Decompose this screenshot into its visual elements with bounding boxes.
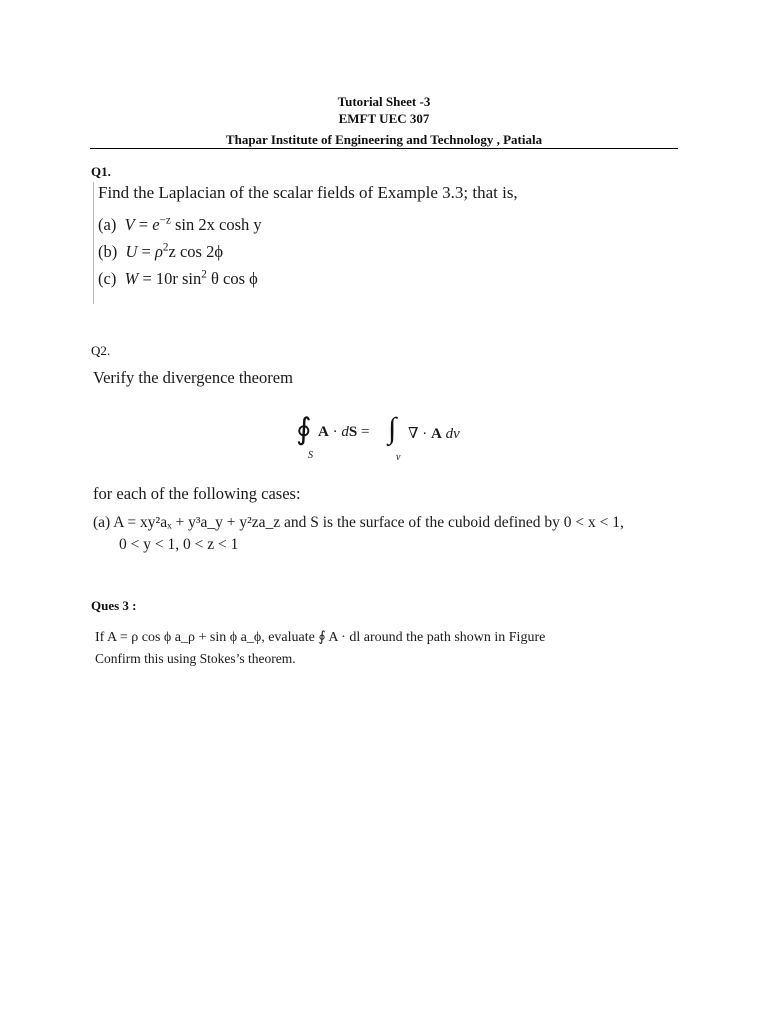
surface-subscript: S — [308, 450, 313, 461]
q3-line2: Confirm this using Stokes’s theorem. — [95, 651, 296, 666]
q1-item-c-sup: 2 — [201, 268, 207, 281]
q1-item-a-body-post: sin 2x cosh y — [170, 215, 262, 234]
closed-integral-symbol: ∮ — [296, 413, 312, 446]
q1-item-a: (a) $V = e^{-z}$ sin 2x cosh y — [98, 214, 262, 234]
course-code: EMFT UEC 307 — [338, 111, 430, 126]
q1-item-c: (c) W = 10r $\sin^2 \theta$ cos ϕ — [98, 268, 258, 288]
q1-prompt: Find the Laplacian of the scalar fields of Example 3.3; that is, — [98, 183, 518, 202]
q1-item-c-lhs: W — [124, 269, 139, 288]
equation-rhs: ∇ · A dv — [408, 426, 460, 442]
divergence-equation — [296, 412, 496, 462]
q2-case-a-line2: 0 < y < 1, 0 < z < 1 — [119, 536, 239, 553]
q2-label: Q2. — [91, 343, 111, 358]
q1-item-c-body-post: θ cos ϕ — [206, 269, 258, 288]
q1-item-b-body-pre: ρ — [154, 242, 163, 261]
header-divider — [90, 148, 678, 149]
q1-label: Q1. — [91, 164, 111, 179]
q1-scan-margin — [93, 182, 94, 304]
q2-prompt: Verify the divergence theorem — [93, 368, 293, 387]
q1-item-c-tag: (c) — [98, 269, 117, 288]
institute-name: Thapar Institute of Engineering and Technology , Patiala — [225, 132, 543, 147]
q1-item-b-body-post: z cos 2ϕ — [168, 242, 224, 261]
q3-label: Ques 3 : — [91, 598, 137, 613]
q1-item-a-lhs: V — [124, 215, 135, 234]
q1-item-a-sup: −z — [159, 214, 171, 227]
q1-item-b-lhs: U — [125, 242, 138, 261]
equation-lhs: A · dS = — [318, 424, 370, 440]
q1-item-b: (b) $U = \rho^2z$ cos 2ϕ — [98, 241, 224, 261]
q2-cases-intro: for each of the following cases: — [93, 484, 301, 503]
q1-item-a-tag: (a) — [98, 215, 117, 234]
q1-item-c-body-pre: 10r sin — [155, 269, 202, 288]
q1-item-a-body-pre: e — [152, 215, 160, 234]
sheet-title: Tutorial Sheet -3 — [337, 94, 431, 109]
volume-integral-symbol: ∫ — [388, 412, 397, 445]
q3-line1: If A = ρ cos ϕ a_ρ + sin ϕ a_ϕ, evaluate ∮ A · dl around the path shown in Figure — [95, 630, 546, 645]
q2-case-a-line1: (a) A = xy²aₓ + y³a_y + y²za_z and S is the surface of the cuboid defined by 0 < x < 1, — [93, 514, 624, 531]
volume-subscript: v — [396, 452, 401, 463]
q1-item-b-tag: (b) — [98, 242, 118, 261]
q1-item-b-sup: 2 — [162, 241, 169, 254]
